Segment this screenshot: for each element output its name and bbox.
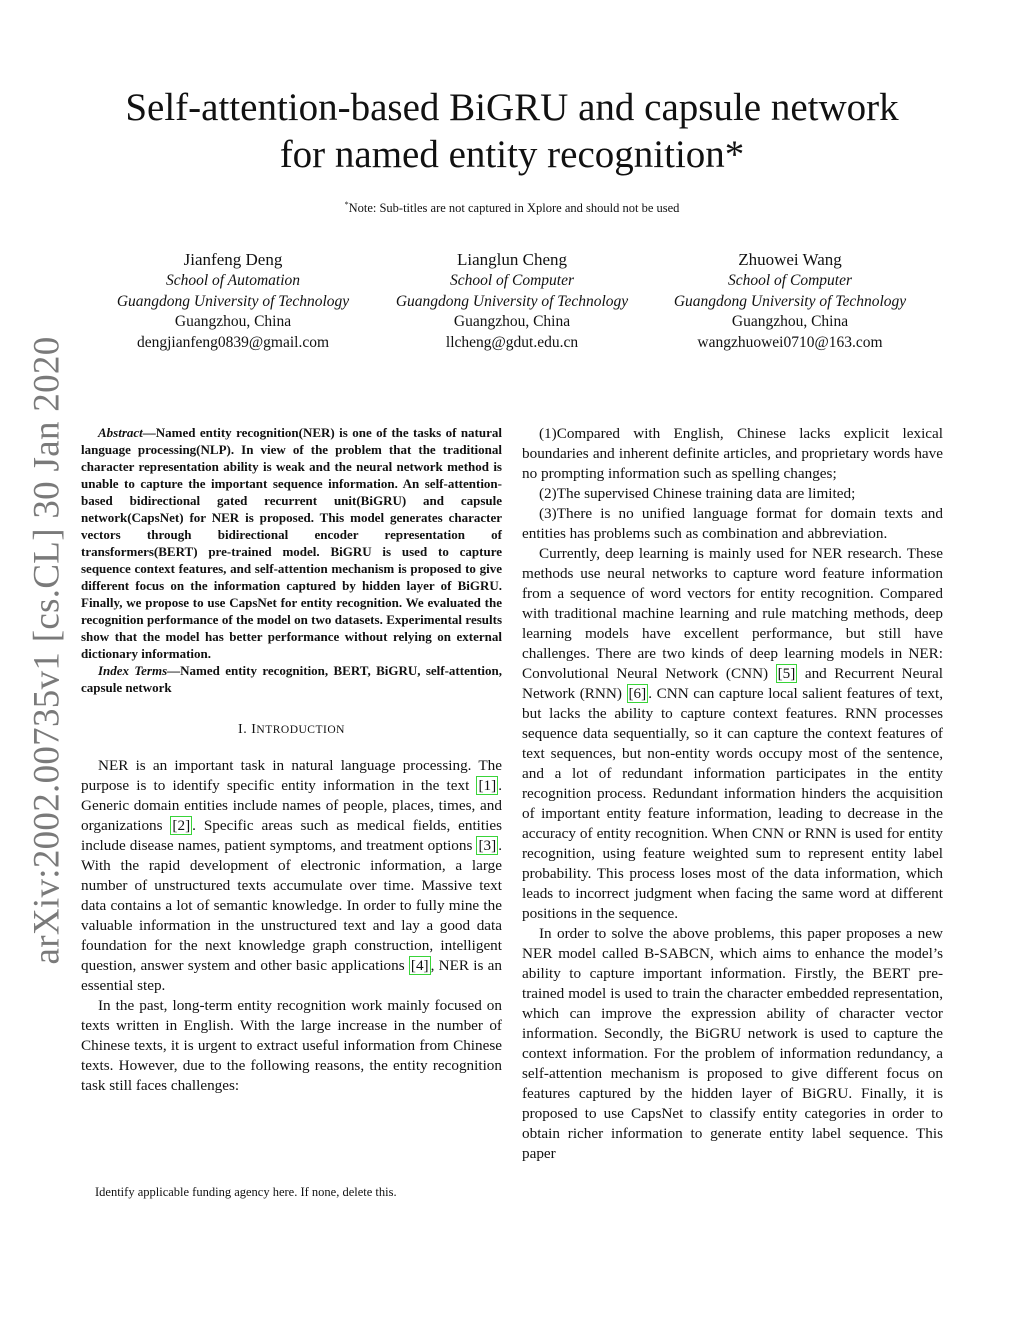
citation-link[interactable]: [2]	[172, 817, 191, 834]
author-1	[83, 249, 383, 353]
section-rest: NTRODUCTION	[256, 724, 345, 736]
title-note-text: Note: Sub-titles are not captured in Xplore and should not be used	[348, 201, 680, 216]
index-terms-text: —Named entity recognition, BERT, BiGRU, self-attention, capsule network	[81, 663, 503, 695]
text-run: . Specific areas such as medical fields, entities include disease names, patient symptoms, and treatment options	[81, 817, 502, 854]
title-line-2: for named entity recognition*	[279, 133, 745, 176]
text-run: NER is an important task in natural language processing. The purpose is to identify specific entity information in the text	[81, 757, 502, 794]
left-column	[81, 424, 502, 1096]
title-note-mark: *	[344, 200, 349, 209]
author-email[interactable]: dengjianfeng0839@gmail.com	[136, 333, 330, 351]
challenge-1: (1)Compared with English, Chinese lacks explicit lexical boundaries and inherent definite articles, and proprietary words have no prompting information such as spelling changes;	[522, 425, 943, 482]
section-first-letter: I	[251, 722, 257, 737]
text-run: . With the rapid development of electronic information, a large number of unstructured texts accumulate over time. Massive text data contains a lot of semantic knowledge. In order to fully mine the valuable information in the unstructured text and lay a good data foundation for the next knowledge graph construction, intelligent question, answer system and other basic applications	[81, 837, 502, 974]
challenge-3: (3)There is no unified language format for domain texts and entities has problems such as combination and abbreviation.	[522, 505, 943, 542]
arxiv-id: arXiv:2002.00735v1 [cs.CL] 30 Jan 2020	[26, 336, 68, 964]
author-dept: School of Computer	[728, 272, 852, 289]
text-run: . CNN can capture local salient features of text, but lacks the ability to capture context features. RNN processes sequence data sequentially, so it can capture the context features of text sequences, but non-entity words occupy most of the sentence, and a lot of redundant information participates in the entity recognition process. Redundant information hinders the acquisition of important entity feature information, leading to decrease in the accuracy of entity recognition. When CNN or RNN is used for entity recognition, using feature weighted sum to represent entity label probability. This process loses most of the data information, which leads to incorrect judgment when facing the same word at different positions in the sequence.	[522, 685, 943, 922]
challenge-2: (2)The supervised Chinese training data are limited;	[539, 485, 856, 502]
citation-link[interactable]: [1]	[478, 777, 497, 794]
citation-link[interactable]: [6]	[628, 685, 647, 702]
author-email[interactable]: llcheng@gdut.edu.cn	[445, 333, 579, 351]
author-name: Lianglun Cheng	[456, 250, 567, 269]
text-run: Currently, deep learning is mainly used for NER research. These methods use neural networks to capture word feature information from a sequence of word vectors for entity recognition. Compared with traditional machine learning and rule matching methods, deep learning models have excellent performance, but still have challenges. There are two kinds of deep learning models in NER: Convolutional Neural Network (CNN)	[522, 545, 943, 682]
title-line-1: Self-attention-based BiGRU and capsule network	[125, 86, 899, 129]
author-name: Zhuowei Wang	[738, 250, 842, 269]
text-run: and Recurrent Neural Network (RNN)	[522, 665, 943, 702]
author-email[interactable]: wangzhuowei0710@163.com	[697, 333, 883, 351]
author-city: Guangzhou, China	[453, 313, 571, 330]
author-2	[362, 249, 662, 353]
author-dept: School of Computer	[450, 272, 574, 289]
author-dept: School of Automation	[165, 272, 301, 289]
abstract	[81, 424, 502, 662]
index-terms	[81, 662, 502, 696]
intro-paragraph-1	[81, 756, 502, 996]
abstract-label: Abstract	[98, 425, 143, 440]
author-org: Guangdong University of Technology	[116, 292, 350, 310]
intro-paragraph-2: In the past, long-term entity recognition work mainly focused on texts written in English. With the large increase in the number of Chinese texts, it is urgent to extract useful information from Chinese texts. However, due to the following reasons, the entity recognition task still faces challenges:	[81, 997, 502, 1094]
text-run: . Generic domain entities include names of people, places, times, and organizations	[81, 777, 502, 834]
abstract-text: —Named entity recognition(NER) is one of the tasks of natural language processing(NLP). In view of the problem that the traditional character representation ability is weak and the neural network method is unable to capture the important sequence information. An self-attention-based bidirectional gated recurrent unit(BiGRU) and capsule network(CapsNet) for NER is proposed. This model generates character vectors through bidirectional encoder representation of transformers(BERT) pre-trained model. BiGRU is used to capture sequence context features, and self-attention mechanism is proposed to give different focus on the information captured by hidden layer of BiGRU. Finally, we propose to use CapsNet for entity recognition. We evaluated the recognition performance of the model on two datasets. Experimental results show that the model has better performance without relying on external dictionary information.	[81, 425, 502, 661]
author-org: Guangdong University of Technology	[673, 292, 907, 310]
text-run: , NER is an essential step.	[81, 957, 502, 994]
citation-link[interactable]: [5]	[777, 665, 796, 682]
author-3	[640, 249, 940, 353]
section-number: I.	[238, 722, 248, 737]
arxiv-stamp	[22, 336, 72, 964]
funding-footnote: Identify applicable funding agency here. If none, delete this.	[95, 1185, 397, 1199]
author-org: Guangdong University of Technology	[395, 292, 629, 310]
paper-title	[82, 84, 942, 178]
title-note	[82, 200, 942, 216]
author-city: Guangzhou, China	[174, 313, 292, 330]
author-city: Guangzhou, China	[731, 313, 849, 330]
section-heading	[81, 720, 502, 740]
intro-paragraph-4: In order to solve the above problems, this paper proposes a new NER model called B-SABCN, which aims to enhance the model’s ability to capture important information. Firstly, the BERT pre-trained model is used to train the character embedded representation, which can improve the expression ability of character vector information. Secondly, the BiGRU network is used to capture the context information. For the problem of information redundancy, a self-attention mechanism is proposed to give different focus on features captured by the hidden layer of BiGRU. Finally, it is proposed to use CapsNet to classify entity categories in order to obtain richer information to generate entity label sequence. This paper	[522, 925, 943, 1162]
index-terms-label: Index Terms	[98, 663, 168, 678]
intro-paragraph-3	[522, 544, 943, 924]
right-column	[522, 424, 943, 1164]
author-name: Jianfeng Deng	[183, 250, 283, 269]
citation-link[interactable]: [4]	[410, 957, 429, 974]
citation-link[interactable]: [3]	[478, 837, 497, 854]
